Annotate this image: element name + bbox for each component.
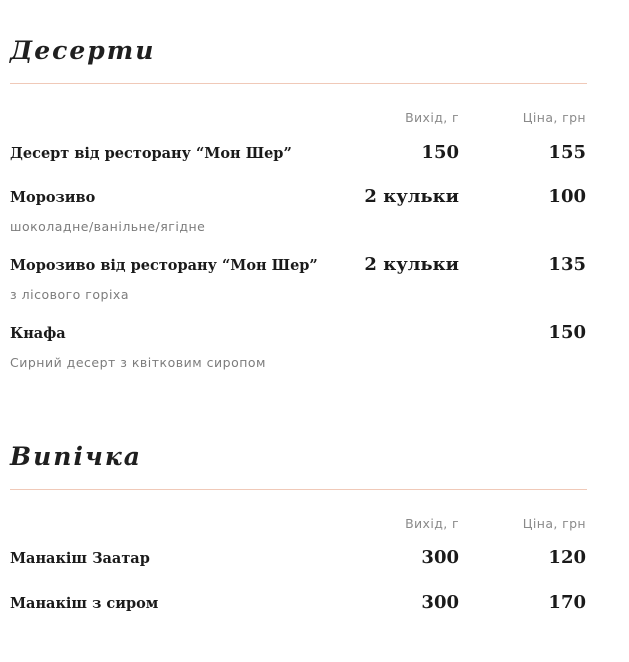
item-name: Манакіш з сиром [10, 595, 159, 612]
column-headers [10, 516, 587, 536]
item-output: 2 кульки [364, 254, 459, 275]
item-output: 2 кульки [364, 186, 459, 207]
column-header-output: Вихід, г [405, 110, 459, 125]
section-divider [10, 83, 587, 84]
section-title: Десерти [10, 36, 156, 65]
item-price: 150 [548, 322, 586, 343]
section-divider [10, 489, 587, 490]
item-price: 100 [548, 186, 586, 207]
item-price: 155 [548, 142, 586, 163]
column-header-price: Ціна, грн [522, 110, 586, 125]
item-description: шоколадне/ванільне/ягідне [10, 219, 206, 234]
item-description: з лісового горіха [10, 287, 129, 302]
column-header-output: Вихід, г [405, 516, 459, 531]
item-name: Морозиво [10, 189, 96, 206]
item-name: Морозиво від ресторану “Мон Шер” [10, 257, 318, 274]
item-output: 150 [421, 142, 459, 163]
column-headers [10, 110, 587, 130]
item-price: 170 [548, 592, 586, 613]
item-name: Десерт від ресторану “Мон Шер” [10, 145, 292, 162]
column-header-price: Ціна, грн [522, 516, 586, 531]
item-description: Сирний десерт з квітковим сиропом [10, 355, 266, 370]
item-name: Кнафа [10, 325, 66, 342]
item-name: Манакіш Заатар [10, 550, 150, 567]
section-desserts [10, 36, 587, 130]
item-price: 120 [548, 547, 586, 568]
section-pastry [10, 442, 587, 536]
item-output: 300 [421, 547, 459, 568]
section-title: Випічка [10, 442, 142, 471]
item-output: 300 [421, 592, 459, 613]
item-price: 135 [548, 254, 586, 275]
